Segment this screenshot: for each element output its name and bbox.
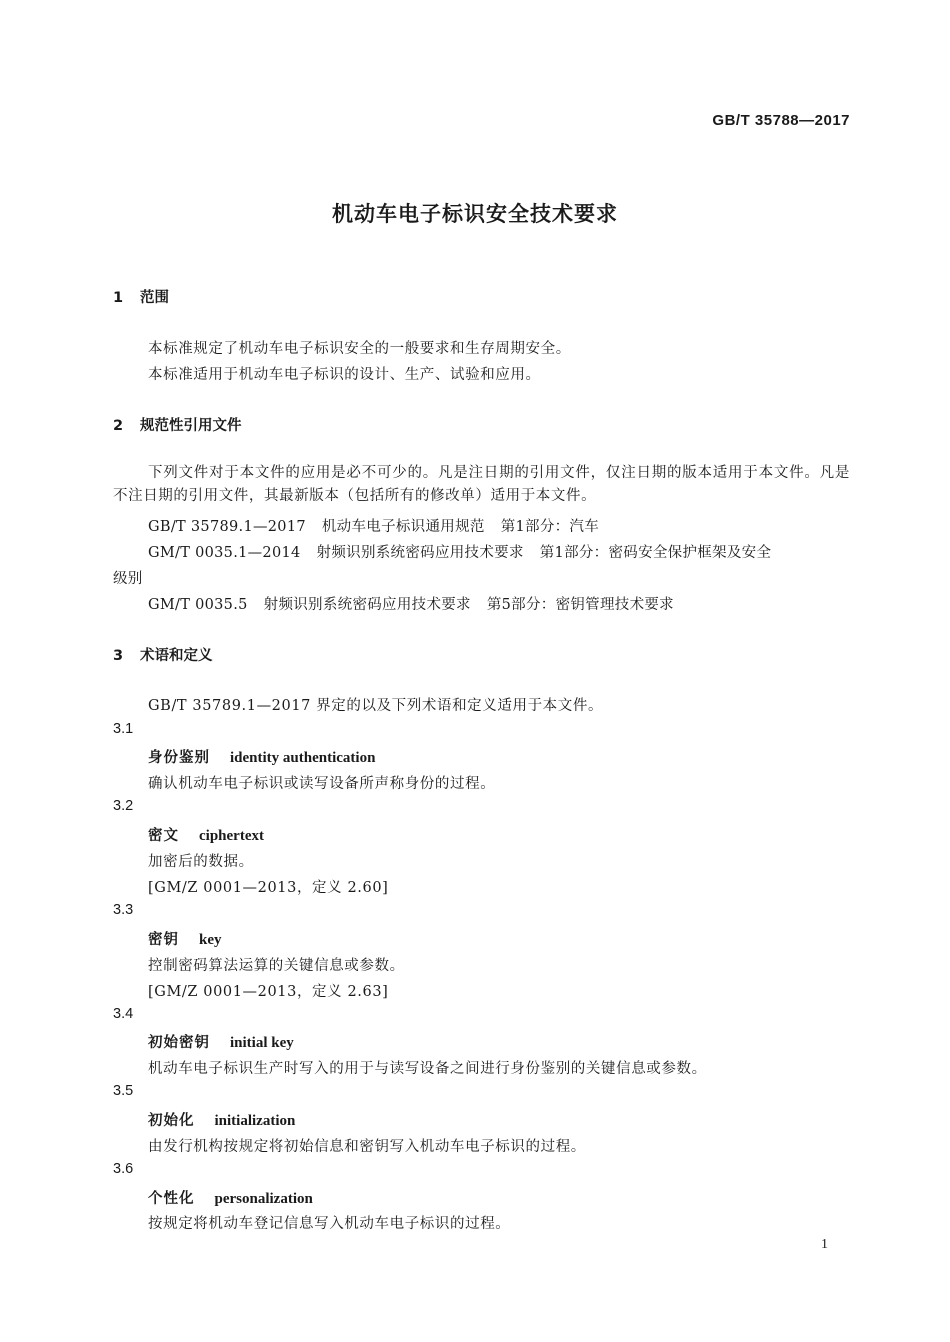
term-number: 3.2 [113, 798, 134, 814]
term-chinese: 个性化 [148, 1191, 195, 1207]
term-english: ciphertext [199, 828, 264, 844]
term-english: identity authentication [230, 750, 376, 766]
reference-title: 机动车电子标识通用规范 [321, 519, 485, 535]
term-definition: 机动车电子标识生产时写入的用于与读写设备之间进行身份鉴别的关键信息或参数。 [148, 1061, 707, 1077]
section-number: 3 [113, 648, 124, 664]
term-chinese: 密钥 [148, 932, 179, 948]
reference-item [148, 593, 674, 614]
section-number: 1 [113, 290, 124, 306]
section-2-heading [113, 414, 242, 435]
term-number: 3.6 [113, 1161, 134, 1177]
term-english: initialization [214, 1113, 296, 1129]
section-number: 2 [113, 418, 124, 434]
reference-code: GM/T 0035.5 [148, 597, 248, 613]
normative-intro-paragraph: 下列文件对于本文件的应用是必不可少的。凡是注日期的引用文件，仅注日期的版本适用于本文件。凡是不注日期的引用文件，其最新版本（包括所有的修改单）适用于本文件。 [113, 465, 850, 504]
term-heading [148, 746, 375, 767]
page-number: 1 [821, 1237, 828, 1252]
section-3-heading [113, 644, 213, 665]
reference-item [148, 541, 771, 562]
term-heading [148, 928, 222, 949]
reference-part: 第1部分：汽车 [500, 519, 600, 535]
section-title: 规范性引用文件 [140, 418, 242, 434]
section-title: 范围 [140, 290, 169, 306]
reference-title: 射频识别系统密码应用技术要求 [316, 545, 524, 561]
reference-part: 第1部分：密码安全保护框架及安全 [539, 545, 772, 561]
document-title: 机动车电子标识安全技术要求 [332, 202, 618, 226]
reference-item [148, 515, 599, 536]
reference-wrap-line: 级别 [113, 571, 143, 587]
term-number: 3.1 [113, 721, 134, 737]
term-chinese: 身份鉴别 [148, 750, 210, 766]
term-definition: 确认机动车电子标识或读写设备所声称身份的过程。 [148, 776, 496, 792]
term-source: [GM/Z 0001—2013，定义 2.60] [148, 880, 389, 896]
term-heading [148, 1187, 313, 1208]
term-heading [148, 1031, 294, 1052]
term-english: initial key [230, 1035, 294, 1051]
reference-code: GB/T 35789.1—2017 [148, 519, 306, 535]
term-number: 3.3 [113, 902, 134, 918]
term-source: [GM/Z 0001—2013，定义 2.63] [148, 984, 389, 1000]
term-definition: 按规定将机动车登记信息写入机动车电子标识的过程。 [148, 1216, 511, 1232]
section-1-heading [113, 286, 169, 307]
terms-intro-paragraph: GB/T 35789.1—2017 界定的以及下列术语和定义适用于本文件。 [148, 698, 604, 714]
term-number: 3.4 [113, 1006, 134, 1022]
reference-part: 第5部分：密钥管理技术要求 [486, 597, 674, 613]
term-definition: 加密后的数据。 [148, 854, 254, 870]
term-chinese: 密文 [148, 828, 179, 844]
term-chinese: 初始密钥 [148, 1035, 210, 1051]
term-heading [148, 1109, 295, 1130]
section-title: 术语和定义 [140, 648, 213, 664]
standard-number: GB/T 35788—2017 [712, 112, 850, 129]
reference-code: GM/T 0035.1—2014 [148, 545, 301, 561]
term-definition: 由发行机构按规定将初始信息和密钥写入机动车电子标识的过程。 [148, 1139, 586, 1155]
term-english: key [199, 932, 222, 948]
scope-paragraph-1: 本标准规定了机动车电子标识安全的一般要求和生存周期安全。 [148, 341, 571, 357]
term-chinese: 初始化 [148, 1113, 195, 1129]
term-heading [148, 824, 264, 845]
scope-paragraph-2: 本标准适用于机动车电子标识的设计、生产、试验和应用。 [148, 367, 541, 383]
term-definition: 控制密码算法运算的关键信息或参数。 [148, 958, 405, 974]
term-number: 3.5 [113, 1083, 134, 1099]
reference-title: 射频识别系统密码应用技术要求 [263, 597, 471, 613]
term-english: personalization [214, 1191, 313, 1207]
